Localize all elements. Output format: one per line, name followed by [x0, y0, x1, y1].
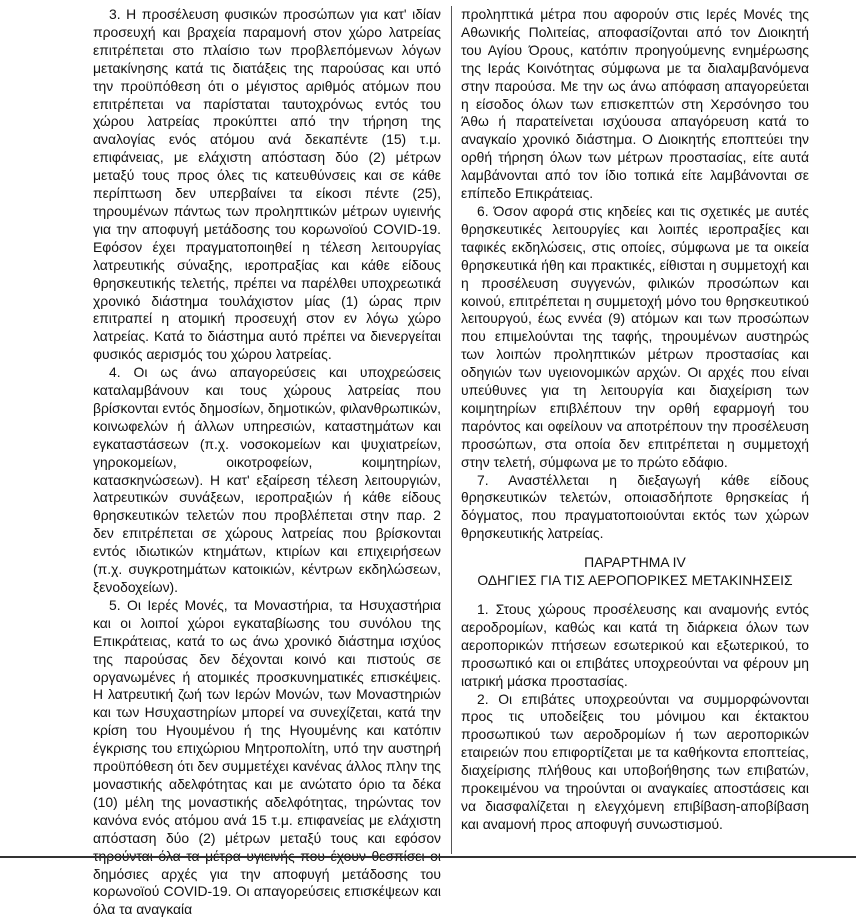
page-bottom-rule: [0, 856, 856, 858]
heading-spacer: [461, 543, 809, 554]
annex-paragraph-2: 2. Οι επιβάτες υποχρεούνται να συμμορφώνονται προς τις υποδείξεις του μόνιμου και έκτακτου προσωπικού των αεροδρομίων ή των αεροπορικών εταιρειών που επιφορτίζεται με τα καθήκοντα εποπτείας, διαχείρισης πλήθους και υποβοήθησης των επιβατών, προκειμένου να τηρούνται οι αναγκαίες αποστάσεις και να διασφαλίζεται η ελεγχόμενη επιβίβαση-αποβίβαση και αναμονή προς αποφυγή συνωστισμού.: [461, 690, 809, 832]
paragraph-7: 7. Αναστέλλεται η διεξαγωγή κάθε είδους θρησκευτικών τελετών, οποιασδήποτε θρησκείας ή δόγματος, που πραγματοποιούνται εκτός των χώρων θρησκευτικής λατρείας.: [461, 471, 809, 542]
paragraph-5-continuation: προληπτικά μέτρα που αφορούν στις Ιερές Μονές της Αθωνικής Πολιτείας, αποφασίζονται από τον Διοικητή του Αγίου Όρους, κατόπιν προηγούμενης ενημέρωσης της Ιεράς Κοινότητας σύμφωνα με τα διαλαμβανόμενα στην παρούσα. Με την ως άνω απόφαση απαγορεύεται η είσοδος όλων των επισκεπτών στη Χερσόνησο του Άθω ή παρατείνεται ισχύουσα απαγόρευση κατά το αναγκαίο χρονικό διάστημα. Ο Διοικητής εποπτεύει την ορθή τήρηση όλων των μέτρων προστασίας, είτε αυτά λαμβάνονται από τον ίδιο τοπικά είτε λαμβάνονται σε επίπεδο Επικράτειας.: [461, 6, 809, 202]
annex-subtitle: ΟΔΗΓΙΕΣ ΓΙΑ ΤΙΣ ΑΕΡΟΠΟΡΙΚΕΣ ΜΕΤΑΚΙΝΗΣΕΙΣ: [477, 572, 793, 589]
column-divider: [451, 6, 452, 854]
annex-title: ΠΑΡΑΡΤΗΜΑ IV: [584, 554, 686, 571]
paragraph-4: 4. Οι ως άνω απαγορεύσεις και υποχρεώσεις καταλαμβάνουν και τους χώρους λατρείας που βρίσκονται εντός δημοσίων, δημοτικών, φιλανθρωπικών, κοινωφελών ή άλλων υπηρεσιών, καταστημάτων και εγκαταστάσεων (π.χ. νοσοκομείων και ψυχιατρείων, γηροκομείων, οικοτροφείων, κοιμητηρίων, κατασκηνώσεων). Η κατ' εξαίρεση τέλεση λειτουργιών, λατρευτικών συνάξεων, ιεροπραξιών ή κάθε είδους θρησκευτικών τελετών που προβλέπεται στην παρ. 2 δεν επιτρέπεται σε χώρους λατρείας που βρίσκονται εντός ιδιωτικών κτημάτων, κτιρίων και επιχειρήσεων (π.χ. συγκροτημάτων κατοικιών, κέντρων εκδηλώσεων, ξενοδοχείων).: [93, 364, 441, 595]
paragraph-5: 5. Οι Ιερές Μονές, τα Μοναστήρια, τα Ησυχαστήρια και οι λοιποί χώροι εγκαταβίωσης του συνόλου της Επικράτειας, κατά το ως άνω χρονικό διάστημα ισχύος της παρούσας δεν δέχονται κοινό και πιστούς σε οργανωμένες ή ατομικές προσκυνηματικές επισκέψεις. Η λατρευτική ζωή των Ιερών Μονών, των Μοναστηριών και των Ησυχαστηρίων μπορεί να συνεχίζεται, κατά την κρίση του Ηγουμένου ή της Ηγουμένης και κατόπιν έγκρισης του επιχώριου Μητροπολίτη, υπό την αυστηρή προϋπόθεση ότι δεν συμμετέχει κανένας άλλος πλην της μοναστικής αδελφότητας και με ανώτατο όριο τα δέκα (10) μέλη της μοναστικής αδελφότητας, τηρώντας τον κανόνα ενός ατόμου ανά 15 τ.μ. επιφανείας με ελάχιστη απόσταση δύο (2) μέτρων μεταξύ τους και εφόσον δημόσιες αρχές για την αποφυγή μετάδοσης του κορωνοϊού COVID-19. Οι απαγορεύσεις επισκέψεων και όλα τα αναγκαία: [93, 596, 441, 918]
paragraph-6: 6. Όσον αφορά στις κηδείες και τις σχετικές με αυτές θρησκευτικές λειτουργίες και λοιπές ιεροπραξίες και ταφικές εκδηλώσεις, στις οποίες, σύμφωνα με τα οικεία θρησκευτικά ήθη και πρακτικές, είθισται η συμμετοχή και η προσέλευση συγγενών, φιλικών προσώπων και κοινού, επιτρέπεται η συμμετοχή μόνο του θρησκευτικού λειτουργού, έως εννέα (9) ατόμων και των προσώπων που επιμελούνται της ταφής, τηρουμένων αυστηρώς των λοιπών προληπτικών μέτρων προστασίας και οδηγιών των υγειονομικών αρχών. Οι αρχές που είναι υπεύθυνες για τη λειτουργία και διαχείριση των κοιμητηρίων επιβλέπουν την ορθή εφαρμογή του παρόντος και οφείλουν να αποτρέπουν την προσέλευση προσώπων, στα οποία δεν επιτρέπεται η συμμετοχή στην τελετή, σύμφωνα με το πρώτο εδάφιο.: [461, 202, 809, 470]
left-column: [93, 6, 441, 919]
right-column: [461, 6, 809, 834]
heading-spacer-bottom: [461, 590, 809, 601]
paragraph-3: 3. Η προσέλευση φυσικών προσώπων για κατ' ιδίαν προσευχή και βραχεία παραμονή στον χώρο λατρείας επιτρέπεται στο πλαίσιο των προβλεπόμενων λόγων μετακίνησης κατά τις διατάξεις της παρούσας και υπό την προϋπόθεση ότι ο μέγιστος αριθμός ατόμων που επιτρέπεται να παρίσταται ταυτοχρόνως εντός του χώρου λατρείας προκύπτει από την τήρηση της αναλογίας ενός ατόμου ανά δεκαπέντε (15) τ.μ. επιφάνειας, με ελάχιστη απόσταση δύο (2) μέτρων μεταξύ τους προς όλες τις κατευθύνσεις και σε κάθε περίπτωση δεν υπερβαίνει τα είκοσι πέντε (25), τηρουμένων πάντως των προληπτικών μέτρων υγιεινής για την αποφυγή μετάδοσης του κορωνοϊού COVID-19. Εφόσον έχει πραγματοποιηθεί η τέλεση λειτουργίας λατρευτικής σύναξης, ιεροπραξίας και κάθε είδους θρησκευτικής τελετής, πρέπει να παρέλθει υποχρεωτικά χρονικό διάστημα τουλάχιστον μίας (1) ώρας πριν επιτραπεί η ατομική προσευχή στον εν λόγω χώρο λατρείας. Κατά το διάστημα αυτό πρέπει να διενεργείται φυσικός αερισμός του χώρου λατρείας.: [93, 6, 441, 363]
annex-paragraph-1: 1. Στους χώρους προσέλευσης και αναμονής εντός αεροδρομίων, καθώς και κατά τη διάρκεια όλων των αεροπορικών πτήσεων εσωτερικού και εξωτερικού, το προσωπικό και οι επιβάτες υποχρεούνται να φέρουν μη ιατρική μάσκα προστασίας.: [461, 601, 809, 689]
